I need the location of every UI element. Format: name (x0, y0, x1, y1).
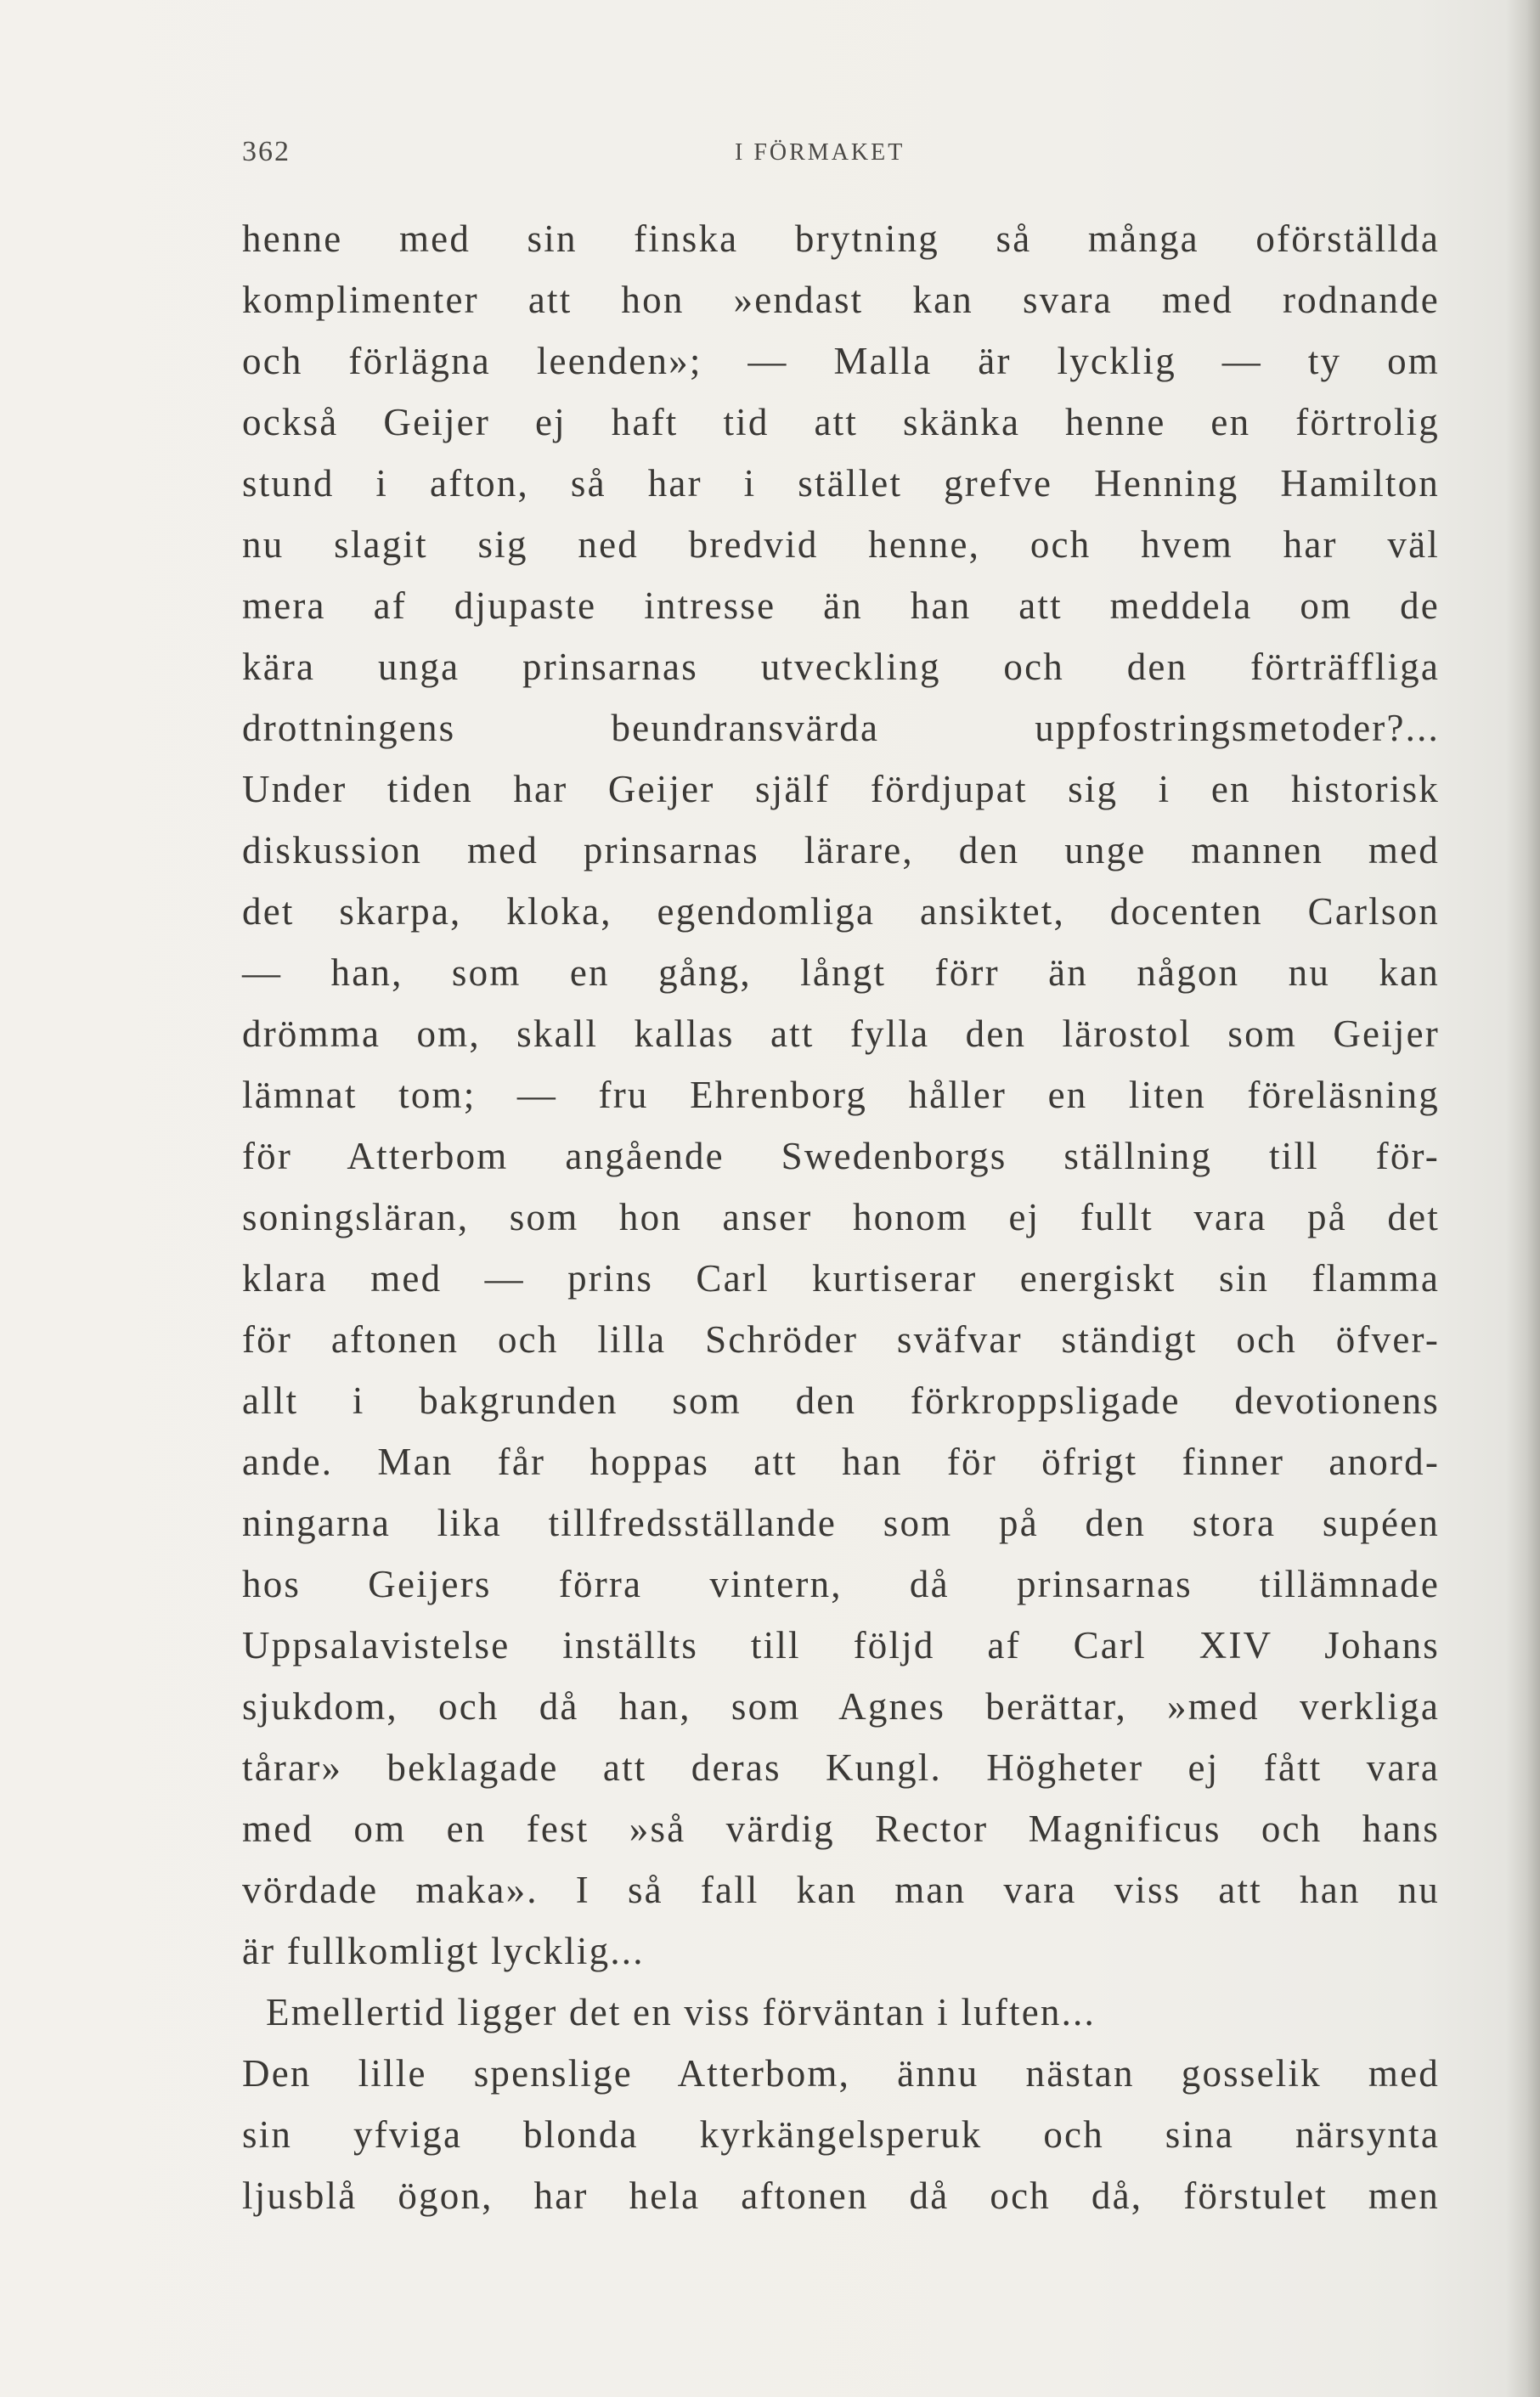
text-line: vördade maka». I så fall kan man vara viss att han nu (242, 1869, 1440, 1911)
text-line: Under tiden har Geijer själf fördjupat sig i en historisk (242, 768, 1440, 810)
text-line: drottningens beundransvärda uppfostringsmetoder?... (242, 707, 1440, 749)
text-line: allt i bakgrunden som den förkroppsligade devotionens (242, 1379, 1440, 1422)
text-line: hos Geijers förra vintern, då prinsarnas tillämnade (242, 1563, 1440, 1605)
text-line: sjukdom, och då han, som Agnes berättar, »med verkliga (242, 1685, 1440, 1728)
text-line: Den lille spenslige Atterbom, ännu nästan gosselik med (242, 2052, 1440, 2095)
text-line: med om en fest »så värdig Rector Magnificus och hans (242, 1808, 1440, 1850)
page-number: 362 (242, 136, 291, 167)
text-line: är fullkomligt lycklig... (242, 1930, 645, 1972)
text-line: för Atterbom angående Swedenborgs ställning till för- (242, 1135, 1440, 1177)
page-header (242, 136, 1448, 170)
text-line: det skarpa, kloka, egendomliga ansiktet, docenten Carlson (242, 890, 1440, 933)
text-line: klara med — prins Carl kurtiserar energiskt sin flamma (242, 1257, 1440, 1300)
text-line: henne med sin finska brytning så många oförställda (242, 217, 1440, 260)
text-line: drömma om, skall kallas att fylla den lärostol som Geijer (242, 1012, 1440, 1055)
text-line: diskussion med prinsarnas lärare, den unge mannen med (242, 829, 1440, 871)
text-line: sin yfviga blonda kyrkängelsperuk och sina närsynta (242, 2113, 1440, 2156)
text-line: för aftonen och lilla Schröder sväfvar ständigt och öfver- (242, 1318, 1440, 1361)
text-line: och förlägna leenden»; — Malla är lycklig — ty om (242, 340, 1440, 382)
text-line: mera af djupaste intresse än han att meddela om de (242, 584, 1440, 627)
text-line: ljusblå ögon, har hela aftonen då och då, förstulet men (242, 2174, 1440, 2217)
text-line: ande. Man får hoppas att han för öfrigt finner anord- (242, 1441, 1440, 1483)
text-line: komplimenter att hon »endast kan svara med rodnande (242, 279, 1440, 321)
text-line: — han, som en gång, långt förr än någon nu kan (242, 951, 1440, 994)
text-line: Emellertid ligger det en viss förväntan i luften... (266, 1991, 1096, 2033)
text-line: Uppsalavistelse inställts till följd af Carl XIV Johans (242, 1624, 1440, 1667)
text-line: nu slagit sig ned bredvid henne, och hvem har väl (242, 523, 1440, 566)
text-line: ningarna lika tillfredsställande som på den stora supéen (242, 1502, 1440, 1544)
body-text (242, 208, 1440, 2226)
text-line: också Geijer ej haft tid att skänka henne en förtrolig (242, 401, 1440, 443)
text-line: stund i afton, så har i stället grefve Henning Hamilton (242, 462, 1440, 505)
text-line: tårar» beklagade att deras Kungl. Högheter ej fått vara (242, 1746, 1440, 1789)
text-line: lämnat tom; — fru Ehrenborg håller en liten föreläsning (242, 1074, 1440, 1116)
text-line: kära unga prinsarnas utveckling och den förträffliga (242, 646, 1440, 688)
running-title: I FÖRMAKET (735, 139, 905, 166)
page-edge-shadow (1506, 0, 1540, 2397)
text-line: soningsläran, som hon anser honom ej fullt vara på det (242, 1196, 1440, 1238)
